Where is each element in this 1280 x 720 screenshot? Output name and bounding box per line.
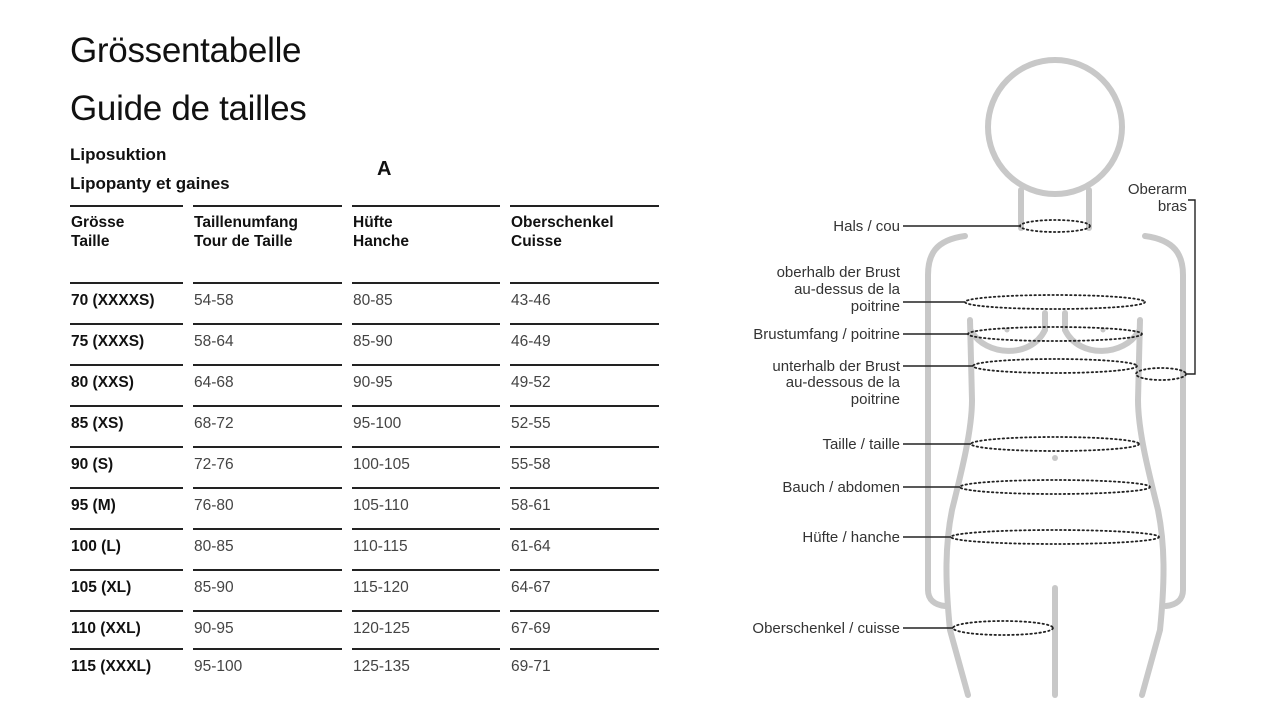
measure-cell: 67-69 [511,620,551,637]
column-header-de: Taillenumfang [194,214,298,231]
measure-cell: 43-46 [511,292,551,309]
label-above-bust-3: poitrine [850,298,900,315]
label-above-bust-2: au-dessus de la [794,281,900,298]
under-bust-ellipse [973,359,1137,373]
hip-ellipse [951,530,1159,544]
above-bust-ellipse [965,295,1145,309]
measure-cell: 95-100 [353,415,402,432]
measure-cell: 85-90 [194,579,234,596]
body-silhouette [928,60,1183,695]
measure-cell: 49-52 [511,374,551,391]
measure-cell: 115-120 [353,579,409,596]
size-cell: 105 (XL) [71,579,132,596]
size-cell: 85 (XS) [71,415,124,432]
measure-cell: 80-85 [353,292,393,309]
column-header-fr: Tour de Taille [194,233,293,250]
column-header-fr: Hanche [353,233,409,250]
label-under-bust-3: poitrine [850,391,900,408]
label-upper-arm-2: bras [1157,198,1187,215]
model-letter: A [377,158,392,180]
left-torso-outline [946,320,972,695]
measure-cell: 100-105 [353,456,410,473]
label-thigh: Oberschenkel / cuisse [752,620,900,637]
measure-cell: 72-76 [194,456,234,473]
measure-cell: 120-125 [353,620,410,637]
waist-ellipse [971,437,1139,451]
label-above-bust-1: oberhalb der Brust [776,264,900,281]
label-waist: Taille / taille [822,436,900,453]
measure-cell: 61-64 [511,538,551,555]
neck-ellipse [1020,220,1090,232]
column-header-fr: Cuisse [511,233,562,250]
measure-cell: 64-68 [194,374,234,391]
head-outline [988,60,1122,194]
right-torso-outline [1138,320,1164,695]
subtitle-fr: Lipopanty et gaines [70,174,230,193]
size-cell: 100 (L) [71,538,121,555]
page-title-de: Grössentabelle [70,31,302,70]
navel [1052,455,1058,461]
label-bust: Brustumfang / poitrine [753,326,900,343]
size-cell: 110 (XXL) [71,620,141,637]
measure-cell: 105-110 [353,497,409,514]
label-under-bust-2: au-dessous de la [785,374,900,391]
label-neck: Hals / cou [833,218,900,235]
size-cell: 95 (M) [71,497,116,514]
belly-ellipse [960,480,1150,494]
label-hip: Hüfte / hanche [802,529,900,546]
measure-cell: 90-95 [353,374,393,391]
page-title-fr: Guide de tailles [70,89,307,128]
label-upper-arm-1: Oberarm [1127,181,1187,198]
measure-cell: 90-95 [194,620,234,637]
measure-cell: 64-67 [511,579,551,596]
measure-cell: 55-58 [511,456,551,473]
measurement-ellipses [951,220,1186,635]
size-cell: 115 (XXXL) [71,658,152,675]
measure-cell: 52-55 [511,415,551,432]
bust-ellipse [968,327,1142,341]
column-header-de: Hüfte [353,214,393,231]
label-under-bust-1: unterhalb der Brust [772,358,900,375]
column-header-de: Grösse [71,214,125,231]
measure-cell: 95-100 [194,658,243,675]
measure-cell: 110-115 [353,538,408,555]
subtitle-de: Liposuktion [70,145,167,164]
size-cell: 75 (XXXS) [71,333,145,350]
measure-cell: 125-135 [353,658,410,675]
column-header-de: Oberschenkel [511,214,614,231]
measure-cell: 68-72 [194,415,234,432]
measure-cell: 58-61 [511,497,551,514]
thigh-ellipse [953,621,1053,635]
measure-cell: 85-90 [353,333,393,350]
column-header-fr: Taille [71,233,110,250]
measure-cell: 76-80 [194,497,234,514]
measure-cell: 54-58 [194,292,234,309]
measure-cell: 46-49 [511,333,551,350]
upper-arm-ellipse [1136,368,1186,380]
size-cell: 90 (S) [71,456,114,473]
size-cell: 70 (XXXXS) [71,292,155,309]
size-cell: 80 (XXS) [71,374,134,391]
measure-cell: 80-85 [194,538,234,555]
measure-cell: 58-64 [194,333,234,350]
label-belly: Bauch / abdomen [782,479,900,496]
measure-cell: 69-71 [511,658,551,675]
